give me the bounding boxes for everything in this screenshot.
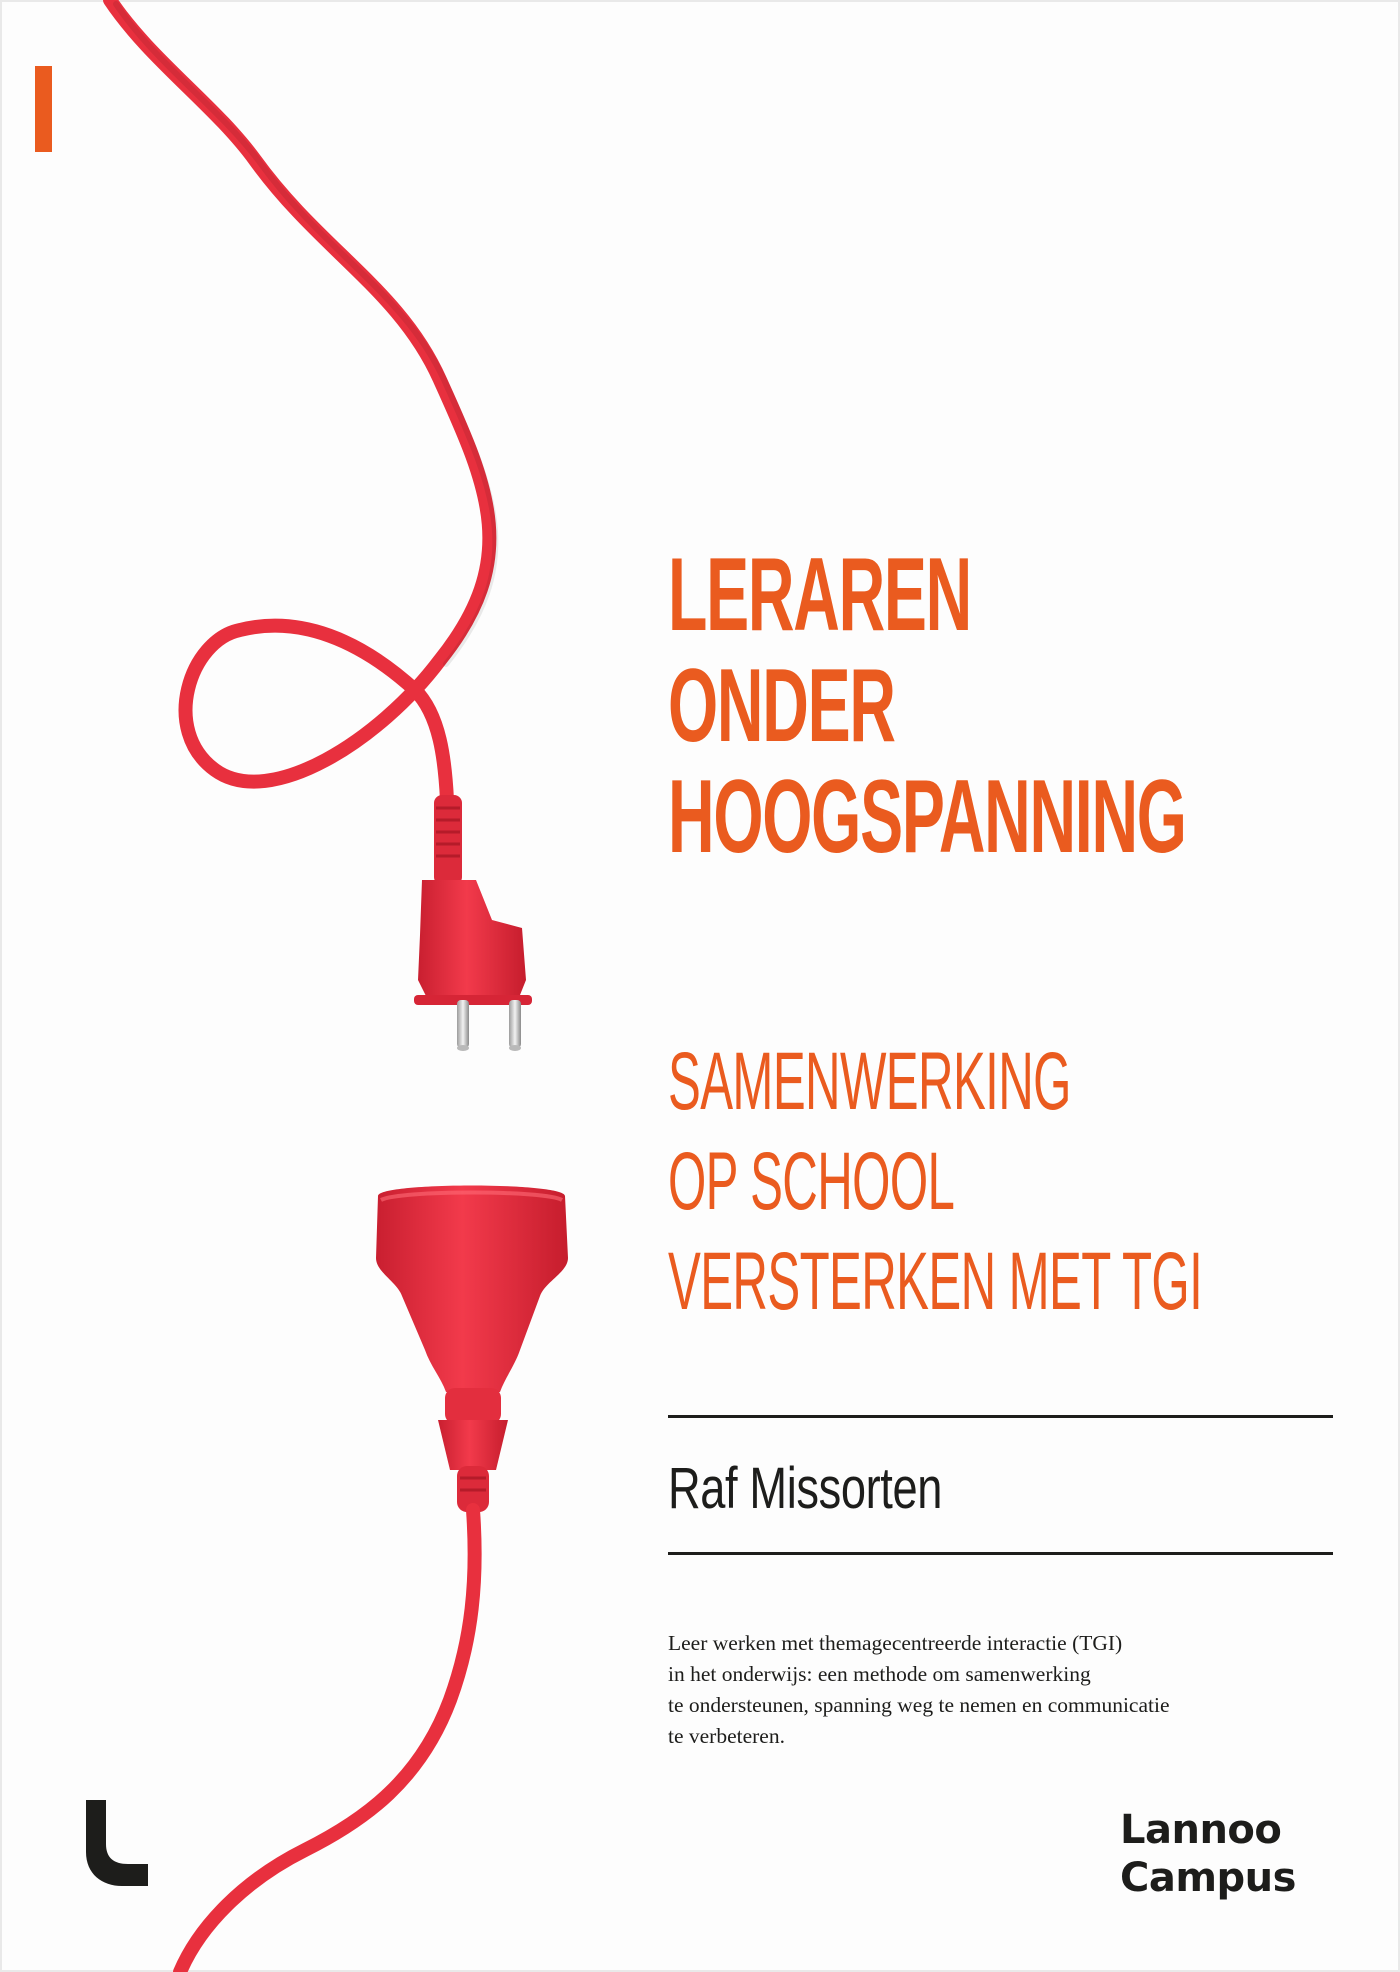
lower-cable <box>180 1510 475 1972</box>
blurb-line: te verbeteren. <box>668 1723 785 1748</box>
author-name: Raf Missorten <box>668 1456 942 1521</box>
upper-cable-shadow <box>116 4 495 664</box>
divider-bottom <box>668 1552 1333 1555</box>
title-line: LERAREN <box>668 537 971 653</box>
subtitle-line: OP SCHOOL <box>668 1136 955 1227</box>
book-subtitle <box>668 1032 1202 1332</box>
socket <box>376 1186 568 1513</box>
subtitle-line: SAMENWERKING <box>668 1036 1071 1127</box>
divider-top <box>668 1415 1333 1418</box>
publisher-name <box>1120 1806 1296 1902</box>
blurb-line: te ondersteunen, spanning weg te nemen en communicatie <box>668 1692 1170 1717</box>
publisher-line: Lannoo <box>1120 1807 1282 1853</box>
title-line: ONDER <box>668 648 895 764</box>
publisher-line: Campus <box>1120 1855 1296 1901</box>
title-line: HOOGSPANNING <box>668 759 1186 875</box>
book-title <box>668 537 1186 875</box>
subtitle-line: VERSTERKEN MET TGI <box>668 1236 1203 1327</box>
plug <box>414 795 532 1051</box>
cover-blurb <box>668 1628 1348 1752</box>
upper-cable <box>110 0 489 800</box>
lannoo-l-logo-icon <box>82 1800 152 1886</box>
blurb-line: Leer werken met themagecentreerde interactie (TGI) <box>668 1630 1123 1655</box>
blurb-line: in het onderwijs: een methode om samenwerking <box>668 1661 1091 1686</box>
